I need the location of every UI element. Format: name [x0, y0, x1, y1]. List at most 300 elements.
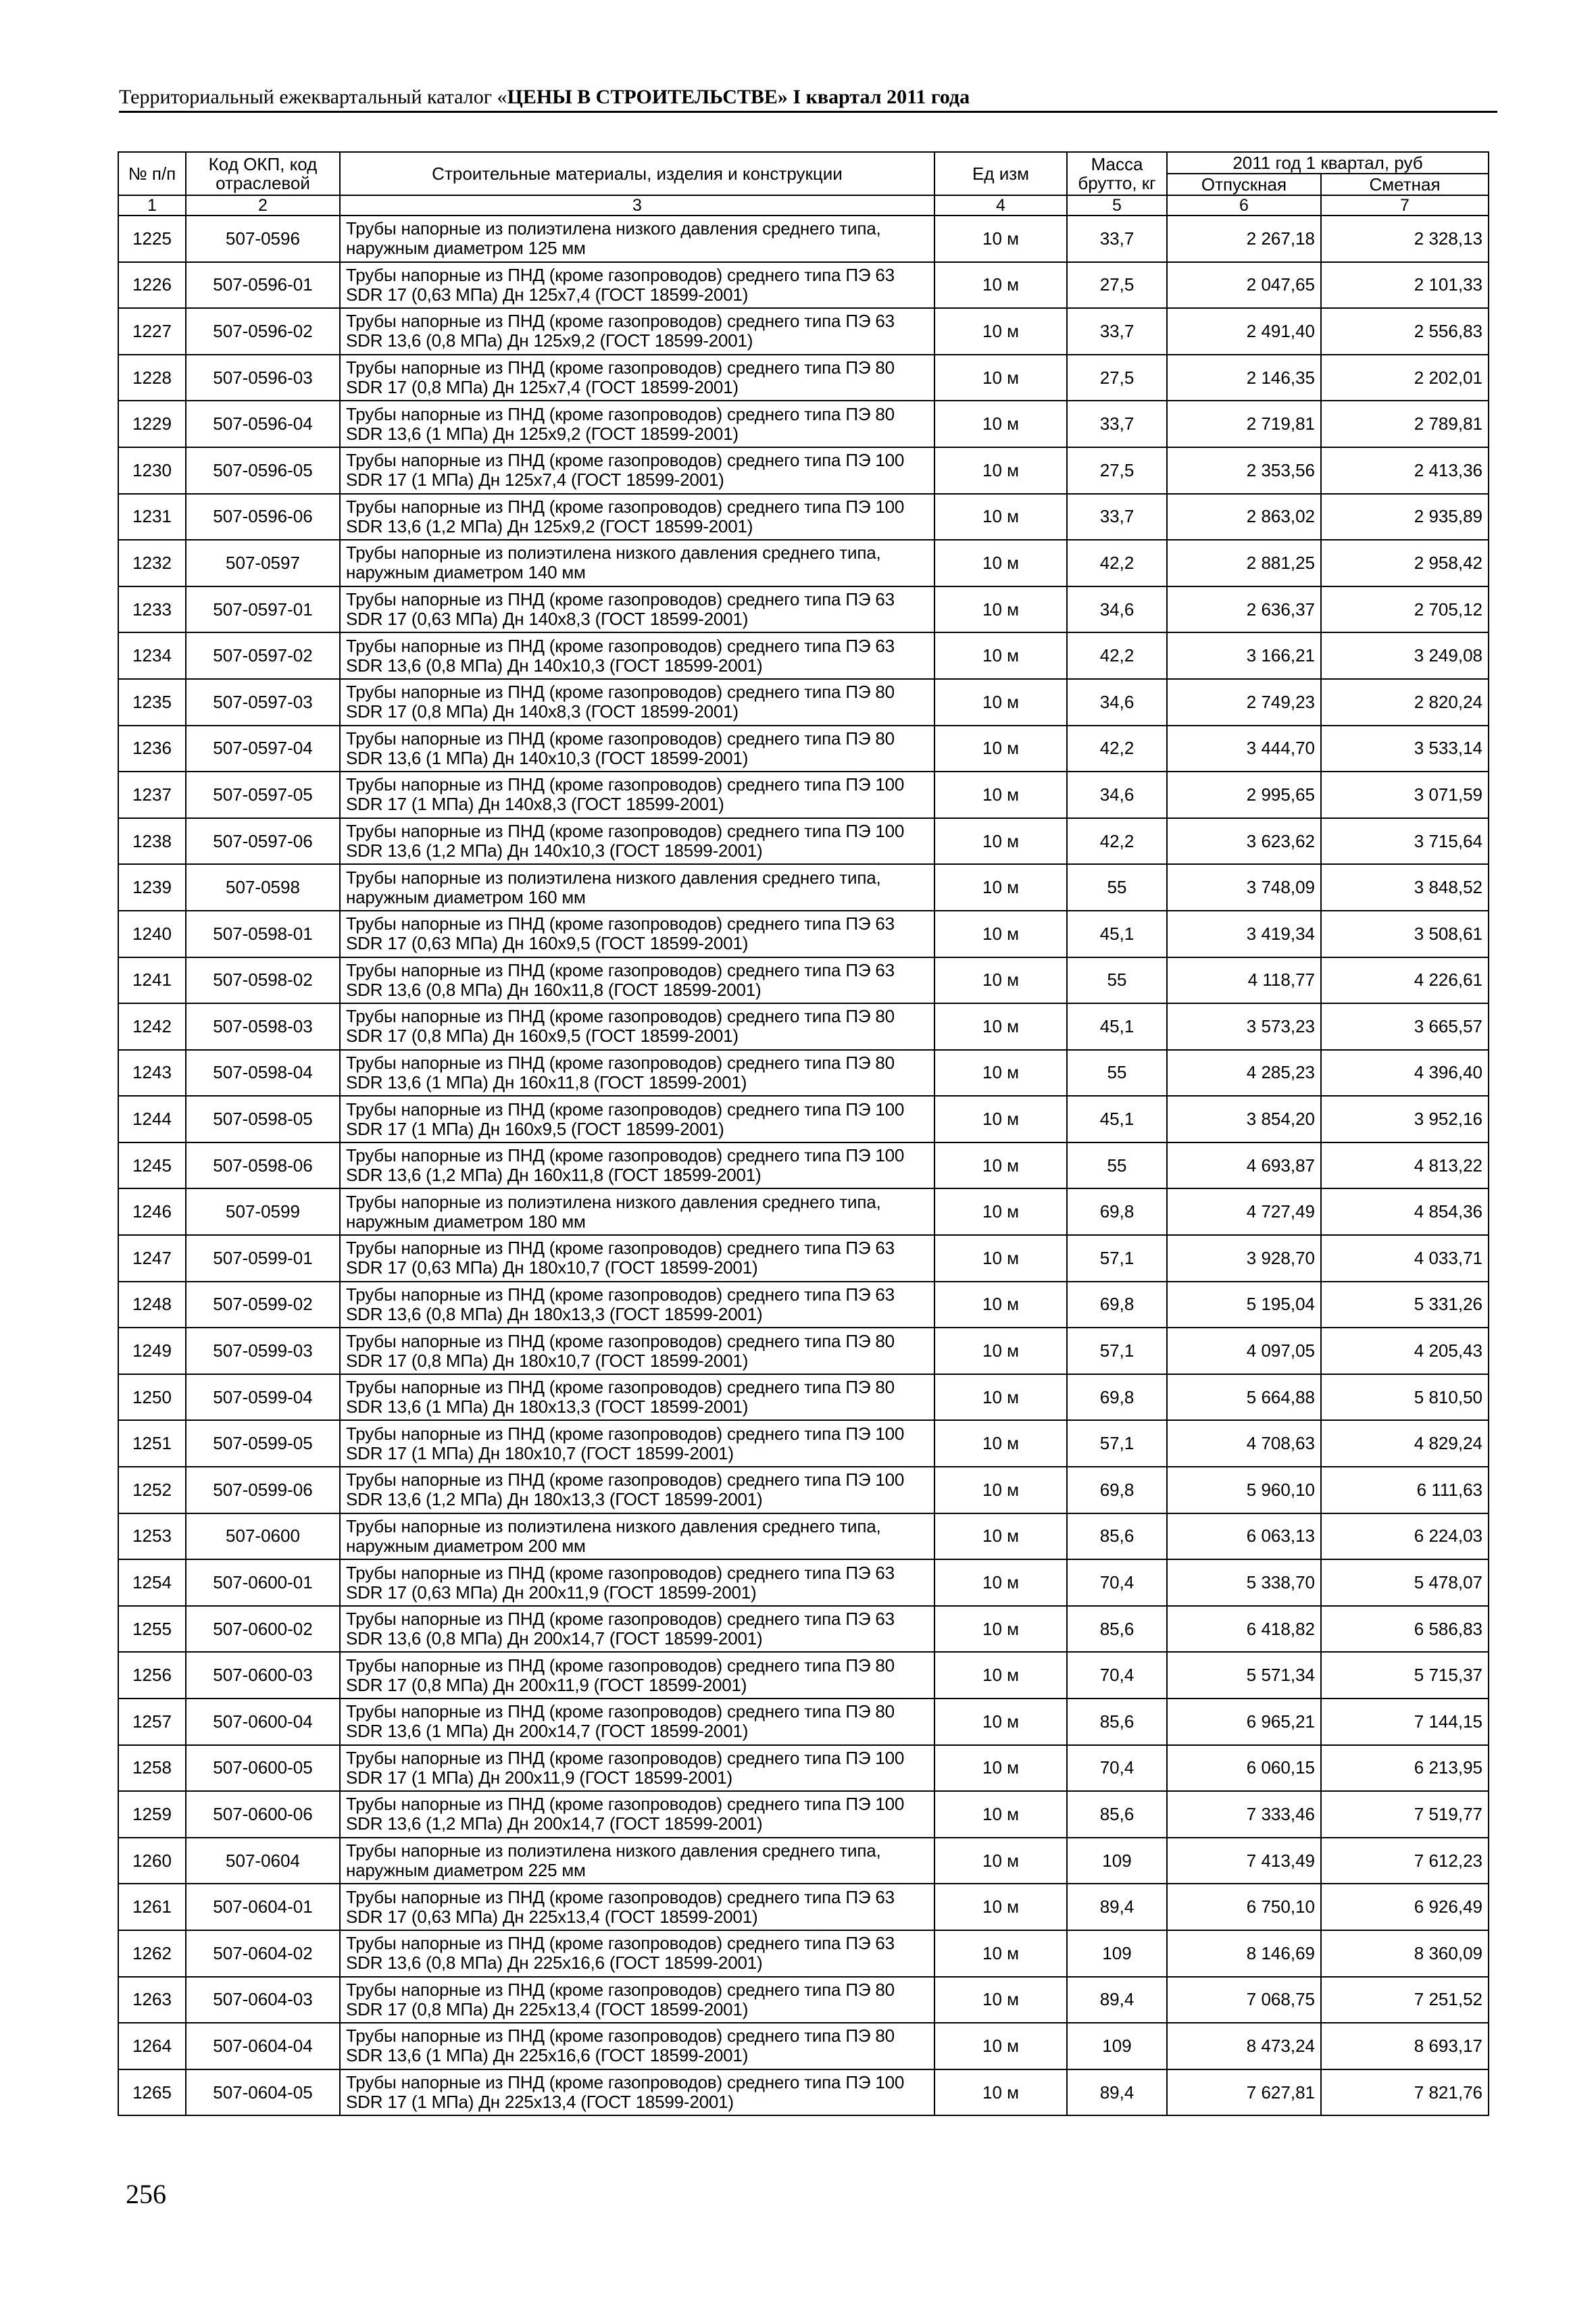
estimate-price: 7 821,76: [1321, 2069, 1489, 2116]
row-number: 1240: [118, 911, 186, 957]
okp-code: 507-0604-05: [186, 2069, 340, 2116]
unit: 10 м: [934, 2069, 1067, 2116]
okp-code: 507-0597-02: [186, 632, 340, 679]
estimate-price: 7 251,52: [1321, 1977, 1489, 2023]
okp-code: 507-0598-06: [186, 1142, 340, 1189]
table-row: [118, 1699, 1489, 1745]
estimate-price: 8 360,09: [1321, 1930, 1489, 1977]
estimate-price: 7 519,77: [1321, 1791, 1489, 1838]
unit: 10 м: [934, 1884, 1067, 1930]
unit: 10 м: [934, 911, 1067, 957]
estimate-price: 2 705,12: [1321, 586, 1489, 633]
header-prefix: Территориальный ежеквартальный каталог «: [119, 86, 507, 108]
unit: 10 м: [934, 772, 1067, 818]
okp-code: 507-0600: [186, 1513, 340, 1560]
estimate-price: 2 935,89: [1321, 494, 1489, 540]
unit: 10 м: [934, 216, 1067, 262]
unit: 10 м: [934, 1328, 1067, 1374]
unit: 10 м: [934, 864, 1067, 911]
header-price-release: Отпускная: [1167, 174, 1321, 195]
table-row: [118, 586, 1489, 633]
release-price: 3 748,09: [1167, 864, 1321, 911]
gross-mass: 109: [1067, 1838, 1167, 1884]
estimate-price: 4 396,40: [1321, 1050, 1489, 1097]
okp-code: 507-0598-04: [186, 1050, 340, 1097]
unit: 10 м: [934, 957, 1067, 1004]
unit: 10 м: [934, 447, 1067, 494]
row-number: 1243: [118, 1050, 186, 1097]
unit: 10 м: [934, 262, 1067, 309]
release-price: 7 627,81: [1167, 2069, 1321, 2116]
table-row: [118, 1791, 1489, 1838]
okp-code: 507-0599-06: [186, 1467, 340, 1513]
okp-code: 507-0599-03: [186, 1328, 340, 1374]
material-name: Трубы напорные из полиэтилена низкого давления среднего типа, наружным диаметром 180 мм: [340, 1188, 934, 1235]
release-price: 7 413,49: [1167, 1838, 1321, 1884]
material-name: Трубы напорные из ПНД (кроме газопроводов) среднего типа ПЭ 100 SDR 17 (1 МПа) Дн 140х8,3 (ГОСТ 18599-2001): [340, 772, 934, 818]
unit: 10 м: [934, 1282, 1067, 1328]
row-number: 1238: [118, 818, 186, 865]
header-code: Код ОКП, код отраслевой: [186, 152, 340, 195]
okp-code: 507-0597-01: [186, 586, 340, 633]
estimate-price: 2 101,33: [1321, 262, 1489, 309]
unit: 10 м: [934, 1791, 1067, 1838]
material-name: Трубы напорные из ПНД (кроме газопроводов) среднего типа ПЭ 80 SDR 13,6 (1 МПа) Дн 160х11,8 (ГОСТ 18599-2001): [340, 1050, 934, 1097]
material-name: Трубы напорные из ПНД (кроме газопроводов) среднего типа ПЭ 80 SDR 17 (0,8 МПа) Дн 180х10,7 (ГОСТ 18599-2001): [340, 1328, 934, 1374]
row-number: 1245: [118, 1142, 186, 1189]
table-row: [118, 1235, 1489, 1282]
unit: 10 м: [934, 1606, 1067, 1653]
material-name: Трубы напорные из ПНД (кроме газопроводов) среднего типа ПЭ 63 SDR 17 (0,63 МПа) Дн 180х10,7 (ГОСТ 18599-2001): [340, 1235, 934, 1282]
estimate-price: 6 111,63: [1321, 1467, 1489, 1513]
table-row: [118, 2023, 1489, 2069]
row-number: 1233: [118, 586, 186, 633]
material-name: Трубы напорные из ПНД (кроме газопроводов) среднего типа ПЭ 63 SDR 17 (0,63 МПа) Дн 140х8,3 (ГОСТ 18599-2001): [340, 586, 934, 633]
estimate-price: 3 952,16: [1321, 1096, 1489, 1142]
header-period: 2011 год 1 квартал, руб: [1167, 152, 1489, 174]
material-name: Трубы напорные из ПНД (кроме газопроводов) среднего типа ПЭ 63 SDR 13,6 (0,8 МПа) Дн 140х10,3 (ГОСТ 18599-2001): [340, 632, 934, 679]
estimate-price: 3 848,52: [1321, 864, 1489, 911]
release-price: 2 353,56: [1167, 447, 1321, 494]
row-number: 1263: [118, 1977, 186, 2023]
material-name: Трубы напорные из ПНД (кроме газопроводов) среднего типа ПЭ 100 SDR 13,6 (1,2 МПа) Дн 125х9,2 (ГОСТ 18599-2001): [340, 494, 934, 540]
material-name: Трубы напорные из ПНД (кроме газопроводов) среднего типа ПЭ 63 SDR 17 (0,63 МПа) Дн 125х7,4 (ГОСТ 18599-2001): [340, 262, 934, 309]
okp-code: 507-0599-01: [186, 1235, 340, 1282]
okp-code: 507-0596: [186, 216, 340, 262]
release-price: 4 285,23: [1167, 1050, 1321, 1097]
material-name: Трубы напорные из ПНД (кроме газопроводов) среднего типа ПЭ 100 SDR 13,6 (1,2 МПа) Дн 160х11,8 (ГОСТ 18599-2001): [340, 1142, 934, 1189]
estimate-price: 6 213,95: [1321, 1745, 1489, 1792]
gross-mass: 69,8: [1067, 1282, 1167, 1328]
estimate-price: 2 958,42: [1321, 540, 1489, 586]
row-number: 1262: [118, 1930, 186, 1977]
okp-code: 507-0600-02: [186, 1606, 340, 1653]
row-number: 1241: [118, 957, 186, 1004]
release-price: 4 097,05: [1167, 1328, 1321, 1374]
column-number: 2: [186, 195, 340, 216]
unit: 10 м: [934, 1513, 1067, 1560]
material-name: Трубы напорные из полиэтилена низкого давления среднего типа, наружным диаметром 125 мм: [340, 216, 934, 262]
material-name: Трубы напорные из ПНД (кроме газопроводов) среднего типа ПЭ 80 SDR 17 (0,8 МПа) Дн 125х7,4 (ГОСТ 18599-2001): [340, 355, 934, 401]
estimate-price: 3 715,64: [1321, 818, 1489, 865]
material-name: Трубы напорные из ПНД (кроме газопроводов) среднего типа ПЭ 63 SDR 13,6 (0,8 МПа) Дн 200х14,7 (ГОСТ 18599-2001): [340, 1606, 934, 1653]
okp-code: 507-0596-05: [186, 447, 340, 494]
estimate-price: 3 533,14: [1321, 726, 1489, 772]
row-number: 1261: [118, 1884, 186, 1930]
gross-mass: 33,7: [1067, 401, 1167, 447]
row-number: 1235: [118, 679, 186, 726]
table-row: [118, 679, 1489, 726]
gross-mass: 57,1: [1067, 1328, 1167, 1374]
okp-code: 507-0600-01: [186, 1559, 340, 1606]
row-number: 1246: [118, 1188, 186, 1235]
estimate-price: 6 224,03: [1321, 1513, 1489, 1560]
gross-mass: 33,7: [1067, 494, 1167, 540]
release-price: 5 338,70: [1167, 1559, 1321, 1606]
row-number: 1260: [118, 1838, 186, 1884]
estimate-price: 2 413,36: [1321, 447, 1489, 494]
gross-mass: 85,6: [1067, 1606, 1167, 1653]
unit: 10 м: [934, 1003, 1067, 1050]
release-price: 5 664,88: [1167, 1374, 1321, 1421]
estimate-price: 4 813,22: [1321, 1142, 1489, 1189]
gross-mass: 57,1: [1067, 1235, 1167, 1282]
unit: 10 м: [934, 632, 1067, 679]
okp-code: 507-0604-04: [186, 2023, 340, 2069]
release-price: 2 719,81: [1167, 401, 1321, 447]
row-number: 1244: [118, 1096, 186, 1142]
row-number: 1253: [118, 1513, 186, 1560]
gross-mass: 45,1: [1067, 911, 1167, 957]
row-number: 1229: [118, 401, 186, 447]
table-row: [118, 355, 1489, 401]
gross-mass: 33,7: [1067, 216, 1167, 262]
gross-mass: 42,2: [1067, 540, 1167, 586]
material-name: Трубы напорные из ПНД (кроме газопроводов) среднего типа ПЭ 80 SDR 17 (0,8 МПа) Дн 140х8,3 (ГОСТ 18599-2001): [340, 679, 934, 726]
row-number: 1252: [118, 1467, 186, 1513]
unit: 10 м: [934, 726, 1067, 772]
row-number: 1247: [118, 1235, 186, 1282]
release-price: 2 863,02: [1167, 494, 1321, 540]
gross-mass: 55: [1067, 1050, 1167, 1097]
table-row: [118, 1652, 1489, 1699]
table-row: [118, 818, 1489, 865]
release-price: 2 491,40: [1167, 308, 1321, 355]
okp-code: 507-0599-05: [186, 1420, 340, 1467]
estimate-price: 6 926,49: [1321, 1884, 1489, 1930]
estimate-price: 4 226,61: [1321, 957, 1489, 1004]
okp-code: 507-0598: [186, 864, 340, 911]
estimate-price: 2 202,01: [1321, 355, 1489, 401]
okp-code: 507-0600-04: [186, 1699, 340, 1745]
page-number: 256: [126, 2179, 166, 2209]
header-mass: Масса брутто, кг: [1067, 152, 1167, 195]
gross-mass: 55: [1067, 1142, 1167, 1189]
material-name: Трубы напорные из ПНД (кроме газопроводов) среднего типа ПЭ 63 SDR 13,6 (0,8 МПа) Дн 180х13,3 (ГОСТ 18599-2001): [340, 1282, 934, 1328]
okp-code: 507-0597-06: [186, 818, 340, 865]
gross-mass: 27,5: [1067, 447, 1167, 494]
gross-mass: 57,1: [1067, 1420, 1167, 1467]
estimate-price: 6 586,83: [1321, 1606, 1489, 1653]
release-price: 7 068,75: [1167, 1977, 1321, 2023]
release-price: 6 063,13: [1167, 1513, 1321, 1560]
okp-code: 507-0597: [186, 540, 340, 586]
gross-mass: 42,2: [1067, 632, 1167, 679]
gross-mass: 85,6: [1067, 1699, 1167, 1745]
okp-code: 507-0600-03: [186, 1652, 340, 1699]
unit: 10 м: [934, 1235, 1067, 1282]
table-row: [118, 632, 1489, 679]
gross-mass: 70,4: [1067, 1652, 1167, 1699]
unit: 10 м: [934, 1467, 1067, 1513]
header-name: Строительные материалы, изделия и конструкции: [340, 152, 934, 195]
row-number: 1264: [118, 2023, 186, 2069]
row-number: 1230: [118, 447, 186, 494]
unit: 10 м: [934, 1142, 1067, 1189]
material-name: Трубы напорные из ПНД (кроме газопроводов) среднего типа ПЭ 80 SDR 13,6 (1 МПа) Дн 125х9,2 (ГОСТ 18599-2001): [340, 401, 934, 447]
row-number: 1234: [118, 632, 186, 679]
column-numbers-row: [118, 195, 1489, 216]
table-row: [118, 1467, 1489, 1513]
material-name: Трубы напорные из ПНД (кроме газопроводов) среднего типа ПЭ 63 SDR 13,6 (0,8 МПа) Дн 225х16,6 (ГОСТ 18599-2001): [340, 1930, 934, 1977]
row-number: 1242: [118, 1003, 186, 1050]
unit: 10 м: [934, 1050, 1067, 1097]
table-row: [118, 772, 1489, 818]
material-name: Трубы напорные из ПНД (кроме газопроводов) среднего типа ПЭ 100 SDR 17 (1 МПа) Дн 125х7,4 (ГОСТ 18599-2001): [340, 447, 934, 494]
release-price: 6 418,82: [1167, 1606, 1321, 1653]
table-body: [118, 216, 1489, 2115]
gross-mass: 85,6: [1067, 1791, 1167, 1838]
gross-mass: 109: [1067, 2023, 1167, 2069]
unit: 10 м: [934, 494, 1067, 540]
okp-code: 507-0604: [186, 1838, 340, 1884]
unit: 10 м: [934, 1652, 1067, 1699]
row-number: 1254: [118, 1559, 186, 1606]
table-row: [118, 1884, 1489, 1930]
table-row: [118, 726, 1489, 772]
table-row: [118, 447, 1489, 494]
release-price: 4 727,49: [1167, 1188, 1321, 1235]
material-name: Трубы напорные из ПНД (кроме газопроводов) среднего типа ПЭ 100 SDR 17 (1 МПа) Дн 200х11,9 (ГОСТ 18599-2001): [340, 1745, 934, 1792]
material-name: Трубы напорные из ПНД (кроме газопроводов) среднего типа ПЭ 100 SDR 17 (1 МПа) Дн 180х10,7 (ГОСТ 18599-2001): [340, 1420, 934, 1467]
release-price: 8 146,69: [1167, 1930, 1321, 1977]
row-number: 1225: [118, 216, 186, 262]
row-number: 1237: [118, 772, 186, 818]
page-header: [119, 85, 1497, 113]
okp-code: 507-0598-01: [186, 911, 340, 957]
gross-mass: 34,6: [1067, 772, 1167, 818]
release-price: 3 854,20: [1167, 1096, 1321, 1142]
gross-mass: 42,2: [1067, 726, 1167, 772]
okp-code: 507-0599: [186, 1188, 340, 1235]
table-row: [118, 1977, 1489, 2023]
table-row: [118, 262, 1489, 309]
estimate-price: 7 612,23: [1321, 1838, 1489, 1884]
estimate-price: 8 693,17: [1321, 2023, 1489, 2069]
unit: 10 м: [934, 1374, 1067, 1421]
okp-code: 507-0598-02: [186, 957, 340, 1004]
gross-mass: 45,1: [1067, 1003, 1167, 1050]
table-row: [118, 1096, 1489, 1142]
header-unit: Ед изм: [934, 152, 1067, 195]
gross-mass: 34,6: [1067, 679, 1167, 726]
gross-mass: 69,8: [1067, 1188, 1167, 1235]
gross-mass: 42,2: [1067, 818, 1167, 865]
release-price: 3 928,70: [1167, 1235, 1321, 1282]
gross-mass: 70,4: [1067, 1745, 1167, 1792]
row-number: 1258: [118, 1745, 186, 1792]
table-row: [118, 1513, 1489, 1560]
unit: 10 м: [934, 1977, 1067, 2023]
gross-mass: 34,6: [1067, 586, 1167, 633]
gross-mass: 89,4: [1067, 1884, 1167, 1930]
okp-code: 507-0596-02: [186, 308, 340, 355]
okp-code: 507-0598-03: [186, 1003, 340, 1050]
okp-code: 507-0604-02: [186, 1930, 340, 1977]
okp-code: 507-0597-05: [186, 772, 340, 818]
okp-code: 507-0597-03: [186, 679, 340, 726]
okp-code: 507-0596-01: [186, 262, 340, 309]
gross-mass: 27,5: [1067, 355, 1167, 401]
release-price: 2 749,23: [1167, 679, 1321, 726]
table-row: [118, 1188, 1489, 1235]
estimate-price: 4 033,71: [1321, 1235, 1489, 1282]
estimate-price: 5 478,07: [1321, 1559, 1489, 1606]
estimate-price: 5 331,26: [1321, 1282, 1489, 1328]
release-price: 3 166,21: [1167, 632, 1321, 679]
estimate-price: 4 829,24: [1321, 1420, 1489, 1467]
estimate-price: 3 665,57: [1321, 1003, 1489, 1050]
row-number: 1226: [118, 262, 186, 309]
okp-code: 507-0604-01: [186, 1884, 340, 1930]
column-number: 4: [934, 195, 1067, 216]
release-price: 2 047,65: [1167, 262, 1321, 309]
release-price: 5 195,04: [1167, 1282, 1321, 1328]
release-price: 3 444,70: [1167, 726, 1321, 772]
table-row: [118, 216, 1489, 262]
material-name: Трубы напорные из ПНД (кроме газопроводов) среднего типа ПЭ 100 SDR 13,6 (1,2 МПа) Дн 180х13,3 (ГОСТ 18599-2001): [340, 1467, 934, 1513]
material-name: Трубы напорные из ПНД (кроме газопроводов) среднего типа ПЭ 100 SDR 17 (1 МПа) Дн 160х9,5 (ГОСТ 18599-2001): [340, 1096, 934, 1142]
table-row: [118, 1328, 1489, 1374]
okp-code: 507-0604-03: [186, 1977, 340, 2023]
table-row: [118, 1374, 1489, 1421]
material-name: Трубы напорные из ПНД (кроме газопроводов) среднего типа ПЭ 100 SDR 13,6 (1,2 МПа) Дн 140х10,3 (ГОСТ 18599-2001): [340, 818, 934, 865]
release-price: 3 419,34: [1167, 911, 1321, 957]
row-number: 1236: [118, 726, 186, 772]
material-name: Трубы напорные из ПНД (кроме газопроводов) среднего типа ПЭ 80 SDR 17 (0,8 МПа) Дн 160х9,5 (ГОСТ 18599-2001): [340, 1003, 934, 1050]
material-name: Трубы напорные из полиэтилена низкого давления среднего типа, наружным диаметром 200 мм: [340, 1513, 934, 1560]
okp-code: 507-0597-04: [186, 726, 340, 772]
row-number: 1231: [118, 494, 186, 540]
release-price: 2 881,25: [1167, 540, 1321, 586]
table-row: [118, 1930, 1489, 1977]
material-name: Трубы напорные из ПНД (кроме газопроводов) среднего типа ПЭ 63 SDR 13,6 (0,8 МПа) Дн 125х9,2 (ГОСТ 18599-2001): [340, 308, 934, 355]
okp-code: 507-0600-06: [186, 1791, 340, 1838]
column-number: 6: [1167, 195, 1321, 216]
material-name: Трубы напорные из ПНД (кроме газопроводов) среднего типа ПЭ 100 SDR 13,6 (1,2 МПа) Дн 200х14,7 (ГОСТ 18599-2001): [340, 1791, 934, 1838]
estimate-price: 3 071,59: [1321, 772, 1489, 818]
unit: 10 м: [934, 818, 1067, 865]
release-price: 5 571,34: [1167, 1652, 1321, 1699]
row-number: 1255: [118, 1606, 186, 1653]
gross-mass: 89,4: [1067, 2069, 1167, 2116]
material-name: Трубы напорные из ПНД (кроме газопроводов) среднего типа ПЭ 63 SDR 13,6 (0,8 МПа) Дн 160х11,8 (ГОСТ 18599-2001): [340, 957, 934, 1004]
material-name: Трубы напорные из полиэтилена низкого давления среднего типа, наружным диаметром 140 мм: [340, 540, 934, 586]
material-name: Трубы напорные из ПНД (кроме газопроводов) среднего типа ПЭ 63 SDR 17 (0,63 МПа) Дн 160х9,5 (ГОСТ 18599-2001): [340, 911, 934, 957]
material-name: Трубы напорные из ПНД (кроме газопроводов) среднего типа ПЭ 80 SDR 17 (0,8 МПа) Дн 225х13,4 (ГОСТ 18599-2001): [340, 1977, 934, 2023]
unit: 10 м: [934, 1096, 1067, 1142]
table-row: [118, 1050, 1489, 1097]
release-price: 3 623,62: [1167, 818, 1321, 865]
unit: 10 м: [934, 1699, 1067, 1745]
material-name: Трубы напорные из ПНД (кроме газопроводов) среднего типа ПЭ 80 SDR 13,6 (1 МПа) Дн 140х10,3 (ГОСТ 18599-2001): [340, 726, 934, 772]
table-row: [118, 2069, 1489, 2116]
estimate-price: 2 820,24: [1321, 679, 1489, 726]
table-row: [118, 1142, 1489, 1189]
table-row: [118, 1003, 1489, 1050]
row-number: 1256: [118, 1652, 186, 1699]
table-row: [118, 401, 1489, 447]
unit: 10 м: [934, 1930, 1067, 1977]
unit: 10 м: [934, 1420, 1067, 1467]
table-row: [118, 864, 1489, 911]
gross-mass: 33,7: [1067, 308, 1167, 355]
unit: 10 м: [934, 2023, 1067, 2069]
table-row: [118, 1745, 1489, 1792]
release-price: 6 965,21: [1167, 1699, 1321, 1745]
unit: 10 м: [934, 1838, 1067, 1884]
table-row: [118, 540, 1489, 586]
estimate-price: 4 205,43: [1321, 1328, 1489, 1374]
column-number: 5: [1067, 195, 1167, 216]
gross-mass: 69,8: [1067, 1467, 1167, 1513]
release-price: 8 473,24: [1167, 2023, 1321, 2069]
material-name: Трубы напорные из ПНД (кроме газопроводов) среднего типа ПЭ 80 SDR 13,6 (1 МПа) Дн 180х13,3 (ГОСТ 18599-2001): [340, 1374, 934, 1421]
gross-mass: 70,4: [1067, 1559, 1167, 1606]
row-number: 1251: [118, 1420, 186, 1467]
material-name: Трубы напорные из ПНД (кроме газопроводов) среднего типа ПЭ 80 SDR 13,6 (1 МПа) Дн 225х16,6 (ГОСТ 18599-2001): [340, 2023, 934, 2069]
estimate-price: 4 854,36: [1321, 1188, 1489, 1235]
estimate-price: 2 556,83: [1321, 308, 1489, 355]
estimate-price: 3 508,61: [1321, 911, 1489, 957]
gross-mass: 69,8: [1067, 1374, 1167, 1421]
estimate-price: 3 249,08: [1321, 632, 1489, 679]
row-number: 1249: [118, 1328, 186, 1374]
estimate-price: 2 328,13: [1321, 216, 1489, 262]
unit: 10 м: [934, 308, 1067, 355]
okp-code: 507-0596-06: [186, 494, 340, 540]
table-row: [118, 957, 1489, 1004]
table-row: [118, 911, 1489, 957]
release-price: 5 960,10: [1167, 1467, 1321, 1513]
unit: 10 м: [934, 355, 1067, 401]
row-number: 1257: [118, 1699, 186, 1745]
column-number: 3: [340, 195, 934, 216]
gross-mass: 89,4: [1067, 1977, 1167, 2023]
release-price: 2 636,37: [1167, 586, 1321, 633]
release-price: 2 995,65: [1167, 772, 1321, 818]
header-suffix: » I квартал 2011 года: [777, 86, 970, 108]
release-price: 6 060,15: [1167, 1745, 1321, 1792]
header-num: № п/п: [118, 152, 186, 195]
table-row: [118, 1606, 1489, 1653]
table-row: [118, 1420, 1489, 1467]
price-table: [118, 151, 1489, 2116]
okp-code: 507-0599-04: [186, 1374, 340, 1421]
release-price: 2 146,35: [1167, 355, 1321, 401]
release-price: 2 267,18: [1167, 216, 1321, 262]
okp-code: 507-0598-05: [186, 1096, 340, 1142]
